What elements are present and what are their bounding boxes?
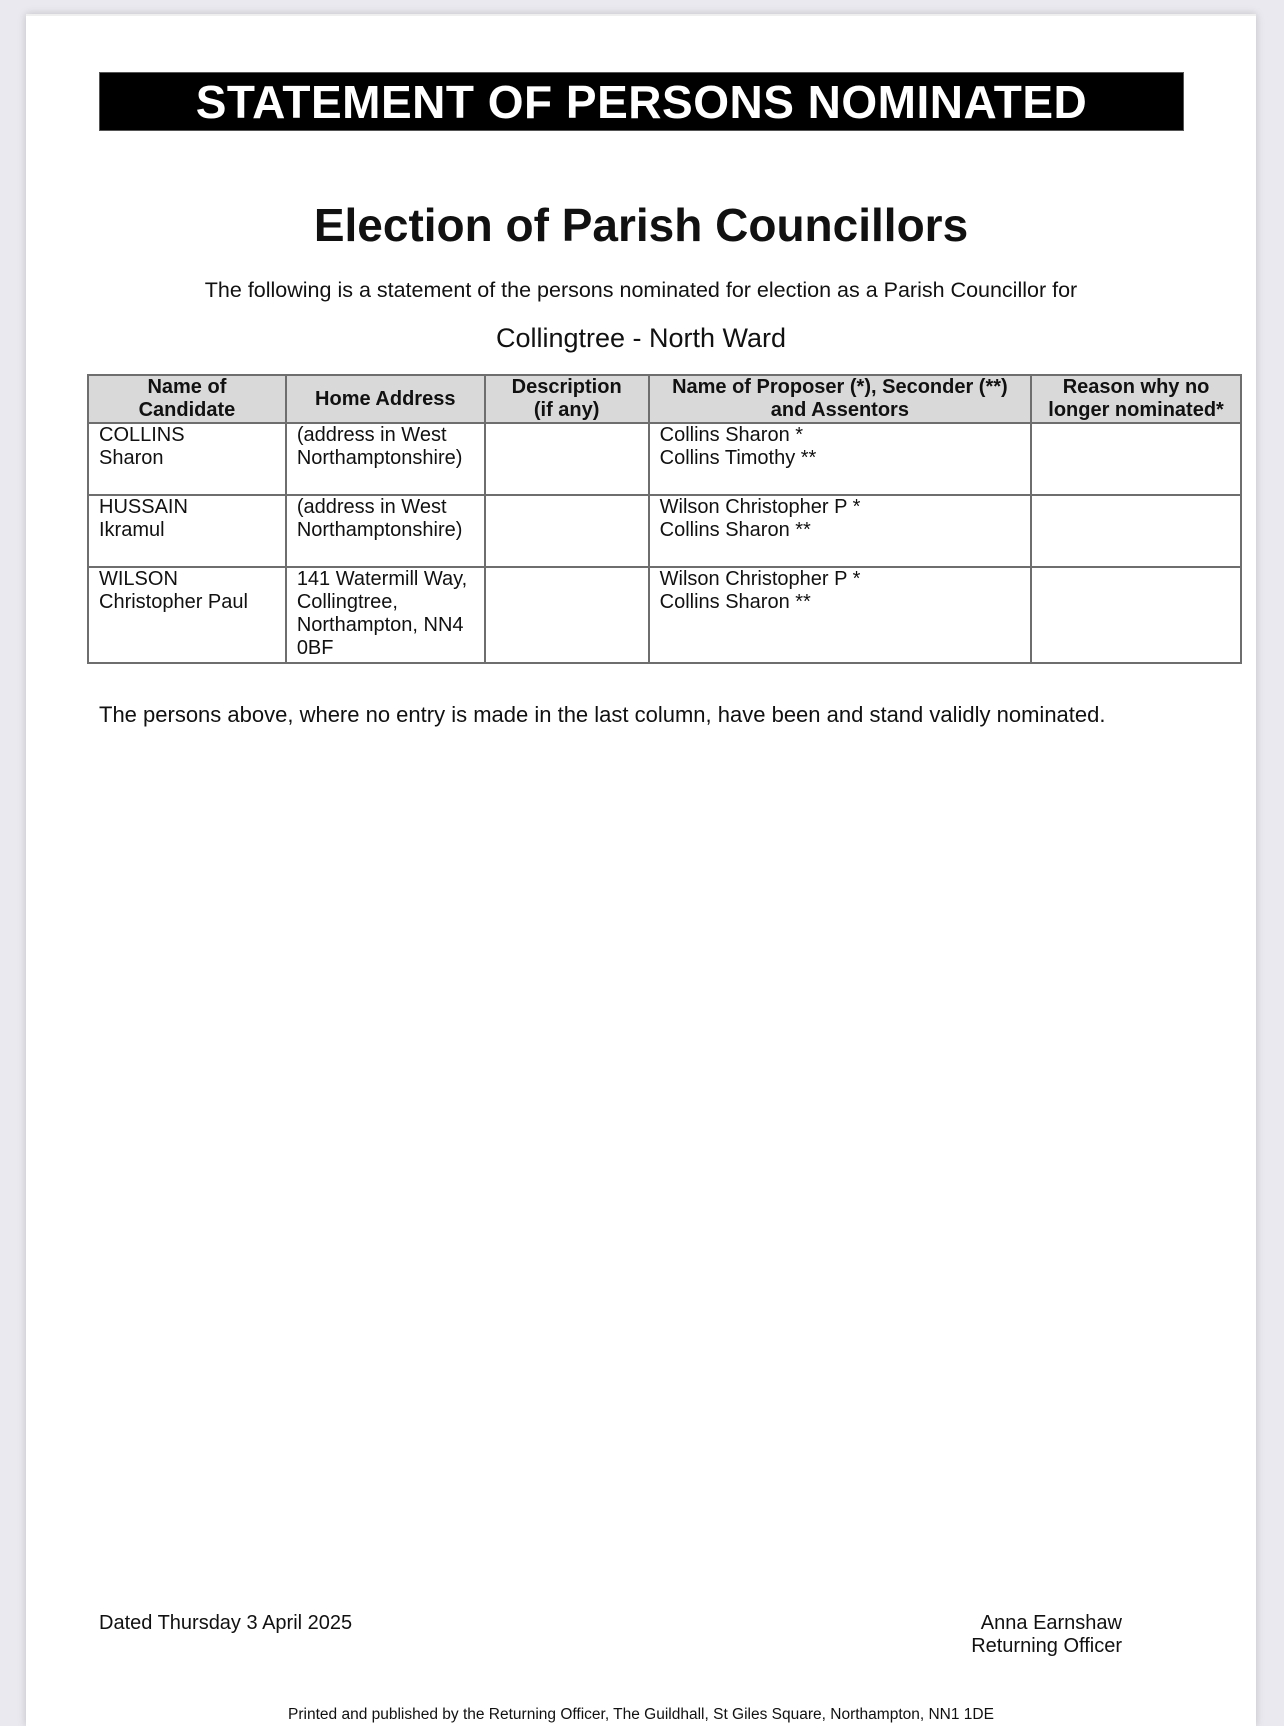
ward-name: Collingtree - North Ward bbox=[495, 323, 787, 353]
officer-title: Returning Officer bbox=[971, 1635, 1122, 1657]
table-header-row bbox=[88, 375, 1241, 423]
candidate-name-cell: COLLINS Sharon bbox=[88, 423, 286, 495]
proposers-cell: Collins Sharon * Collins Timothy ** bbox=[649, 423, 1032, 495]
description-cell bbox=[485, 495, 649, 567]
header-candidate-name: Name of Candidate bbox=[88, 375, 286, 423]
header-home-address: Home Address bbox=[286, 375, 485, 423]
table-row bbox=[88, 495, 1241, 567]
dated-line: Dated Thursday 3 April 2025 bbox=[99, 1612, 353, 1634]
table-row bbox=[88, 567, 1241, 663]
returning-officer-signature bbox=[971, 1612, 1122, 1658]
officer-name: Anna Earnshaw bbox=[980, 1612, 1122, 1634]
proposers-cell: Wilson Christopher P * Collins Sharon ** bbox=[649, 495, 1032, 567]
reason-cell bbox=[1031, 567, 1241, 663]
home-address-cell: (address in West Northamptonshire) bbox=[286, 495, 485, 567]
nominations-table bbox=[87, 374, 1242, 664]
candidate-name-cell: HUSSAIN Ikramul bbox=[88, 495, 286, 567]
candidate-name-cell: WILSON Christopher Paul bbox=[88, 567, 286, 663]
election-title: Election of Parish Councillors bbox=[313, 199, 969, 251]
reason-cell bbox=[1031, 495, 1241, 567]
table-row bbox=[88, 423, 1241, 495]
proposers-cell: Wilson Christopher P * Collins Sharon ** bbox=[649, 567, 1032, 663]
intro-text: The following is a statement of the persons nominated for election as a Parish Councillor for bbox=[204, 278, 1078, 302]
reason-cell bbox=[1031, 423, 1241, 495]
header-description: Description (if any) bbox=[485, 375, 649, 423]
statement-banner: STATEMENT OF PERSONS NOMINATED bbox=[99, 72, 1184, 131]
home-address-cell: 141 Watermill Way, Collingtree, Northampton, NN4 0BF bbox=[286, 567, 485, 663]
description-cell bbox=[485, 567, 649, 663]
home-address-cell: (address in West Northamptonshire) bbox=[286, 423, 485, 495]
description-cell bbox=[485, 423, 649, 495]
header-proposers: Name of Proposer (*), Seconder (**) and Assentors bbox=[649, 375, 1032, 423]
imprint-line: Printed and published by the Returning Officer, The Guildhall, St Giles Square, Northampton, NN1 1DE bbox=[288, 1706, 994, 1723]
header-reason: Reason why no longer nominated* bbox=[1031, 375, 1241, 423]
validly-nominated-statement: The persons above, where no entry is made in the last column, have been and stand validly nominated. bbox=[99, 702, 1106, 727]
document-page bbox=[26, 14, 1256, 1726]
